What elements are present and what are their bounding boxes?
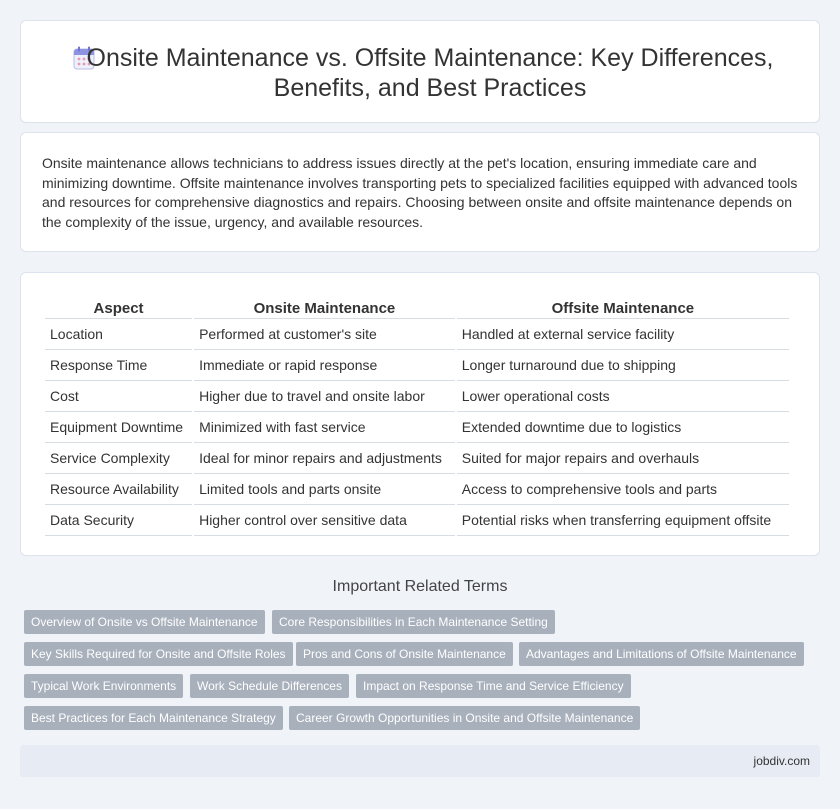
- related-term-tag[interactable]: Key Skills Required for Onsite and Offsite Roles: [24, 642, 293, 666]
- aspect-cell: Equipment Downtime: [45, 412, 192, 443]
- header-offsite: Offsite Maintenance: [457, 295, 789, 319]
- table-row: [45, 381, 789, 412]
- page-title: Onsite Maintenance vs. Offsite Maintenance: Key Differences, Benefits, and Best Practices: [86, 44, 774, 102]
- table-row: [45, 443, 789, 474]
- related-terms-heading: Important Related Terms: [332, 578, 508, 595]
- onsite-cell: Higher due to travel and onsite labor: [194, 381, 455, 412]
- related-term-tag[interactable]: Overview of Onsite vs Offsite Maintenance: [24, 610, 265, 634]
- aspect-cell: Location: [45, 319, 192, 350]
- offsite-cell: Access to comprehensive tools and parts: [457, 474, 789, 505]
- onsite-cell: Immediate or rapid response: [194, 350, 455, 381]
- related-term-tag[interactable]: Core Responsibilities in Each Maintenance Setting: [272, 610, 555, 634]
- header-onsite: Onsite Maintenance: [194, 295, 455, 319]
- intro-paragraph: Onsite maintenance allows technicians to address issues directly at the pet's location, ensuring immediate care and minimizing downtime. Offsite maintenance involves transporting pets to specialized facilities equipped with advanced tools and resources for comprehensive diagnostics and repairs. Choosing between onsite and offsite maintenance depends on the complexity of the issue, urgency, and available resources.: [42, 155, 798, 230]
- comparison-table: [43, 295, 791, 536]
- related-term-tag[interactable]: Best Practices for Each Maintenance Strategy: [24, 706, 283, 730]
- table-header-row: [45, 295, 789, 319]
- offsite-cell: Longer turnaround due to shipping: [457, 350, 789, 381]
- offsite-cell: Suited for major repairs and overhauls: [457, 443, 789, 474]
- aspect-cell: Resource Availability: [45, 474, 192, 505]
- offsite-cell: Extended downtime due to logistics: [457, 412, 789, 443]
- footer-bar: [20, 745, 820, 777]
- aspect-cell: Service Complexity: [45, 443, 192, 474]
- related-term-tag[interactable]: Typical Work Environments: [24, 674, 183, 698]
- footer-site-link[interactable]: jobdiv.com: [753, 754, 810, 768]
- related-term-tag[interactable]: Work Schedule Differences: [190, 674, 349, 698]
- onsite-cell: Performed at customer's site: [194, 319, 455, 350]
- table-row: [45, 505, 789, 536]
- table-row: [45, 474, 789, 505]
- related-term-tag[interactable]: Impact on Response Time and Service Efficiency: [356, 674, 631, 698]
- comparison-card: [20, 272, 820, 556]
- intro-card: [20, 132, 820, 252]
- onsite-cell: Limited tools and parts onsite: [194, 474, 455, 505]
- aspect-cell: Data Security: [45, 505, 192, 536]
- table-row: [45, 319, 789, 350]
- title-card: [20, 20, 820, 123]
- offsite-cell: Lower operational costs: [457, 381, 789, 412]
- offsite-cell: Handled at external service facility: [457, 319, 789, 350]
- onsite-cell: Ideal for minor repairs and adjustments: [194, 443, 455, 474]
- aspect-cell: Cost: [45, 381, 192, 412]
- related-term-tag[interactable]: Advantages and Limitations of Offsite Maintenance: [519, 642, 804, 666]
- header-aspect: Aspect: [45, 295, 192, 319]
- onsite-cell: Higher control over sensitive data: [194, 505, 455, 536]
- offsite-cell: Potential risks when transferring equipment offsite: [457, 505, 789, 536]
- related-term-tag[interactable]: Pros and Cons of Onsite Maintenance: [296, 642, 513, 666]
- aspect-cell: Response Time: [45, 350, 192, 381]
- table-row: [45, 350, 789, 381]
- onsite-cell: Minimized with fast service: [194, 412, 455, 443]
- table-row: [45, 412, 789, 443]
- related-term-tag[interactable]: Career Growth Opportunities in Onsite and Offsite Maintenance: [289, 706, 640, 730]
